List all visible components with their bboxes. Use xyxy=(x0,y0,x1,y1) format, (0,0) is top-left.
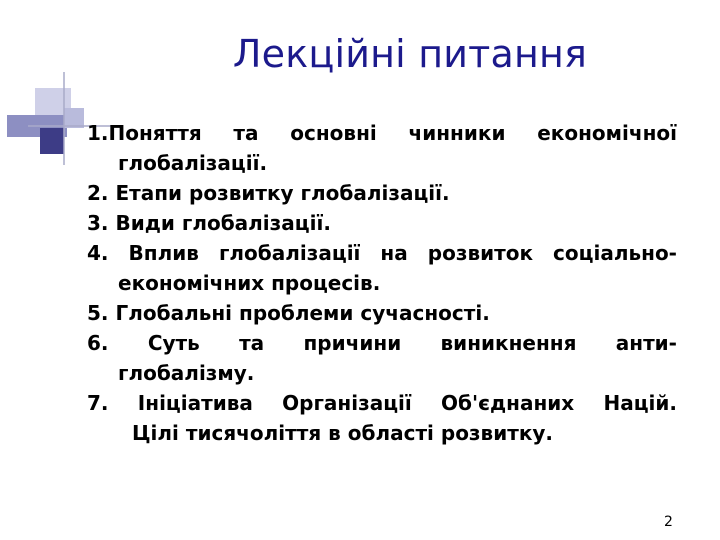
decor-bottom-square xyxy=(40,128,64,154)
list-item-1-line-1: 1.Поняття та основні чинники економічної xyxy=(87,121,677,145)
list-item-2-line-1: 2. Етапи розвитку глобалізації. xyxy=(87,181,450,205)
list-item-7-line-2: Цілі тисячоліття в області розвитку. xyxy=(132,421,554,445)
page-number: 2 xyxy=(664,514,673,530)
list-item-4 xyxy=(87,238,677,298)
list-item-5 xyxy=(87,298,677,328)
list-item-7-line-1: 7. Ініціатива Організації Об'єднаних Націй. xyxy=(87,391,677,415)
list-item-3-line-1: 3. Види глобалізації. xyxy=(87,211,331,235)
list-item-4-line-2: економічних процесів. xyxy=(118,271,381,295)
list-item-5-line-1: 5. Глобальні проблеми сучасності. xyxy=(87,301,490,325)
list-item-7 xyxy=(87,388,677,448)
list-item-6 xyxy=(87,328,677,388)
list-item-6-line-1: 6. Суть та причини виникнення анти- xyxy=(87,331,677,355)
slide-title: Лекційні питання xyxy=(232,32,588,76)
list-item-6-line-2: глобалізму. xyxy=(118,361,255,385)
list-item-1-line-2: глобалізації. xyxy=(118,151,268,175)
lecture-questions-list xyxy=(87,118,677,448)
list-item-4-line-1: 4. Вплив глобалізації на розвиток соціально- xyxy=(87,241,677,265)
list-item-3 xyxy=(87,208,677,238)
list-item-2 xyxy=(87,178,677,208)
decor-right-square xyxy=(64,108,84,128)
list-item-1 xyxy=(87,118,677,178)
